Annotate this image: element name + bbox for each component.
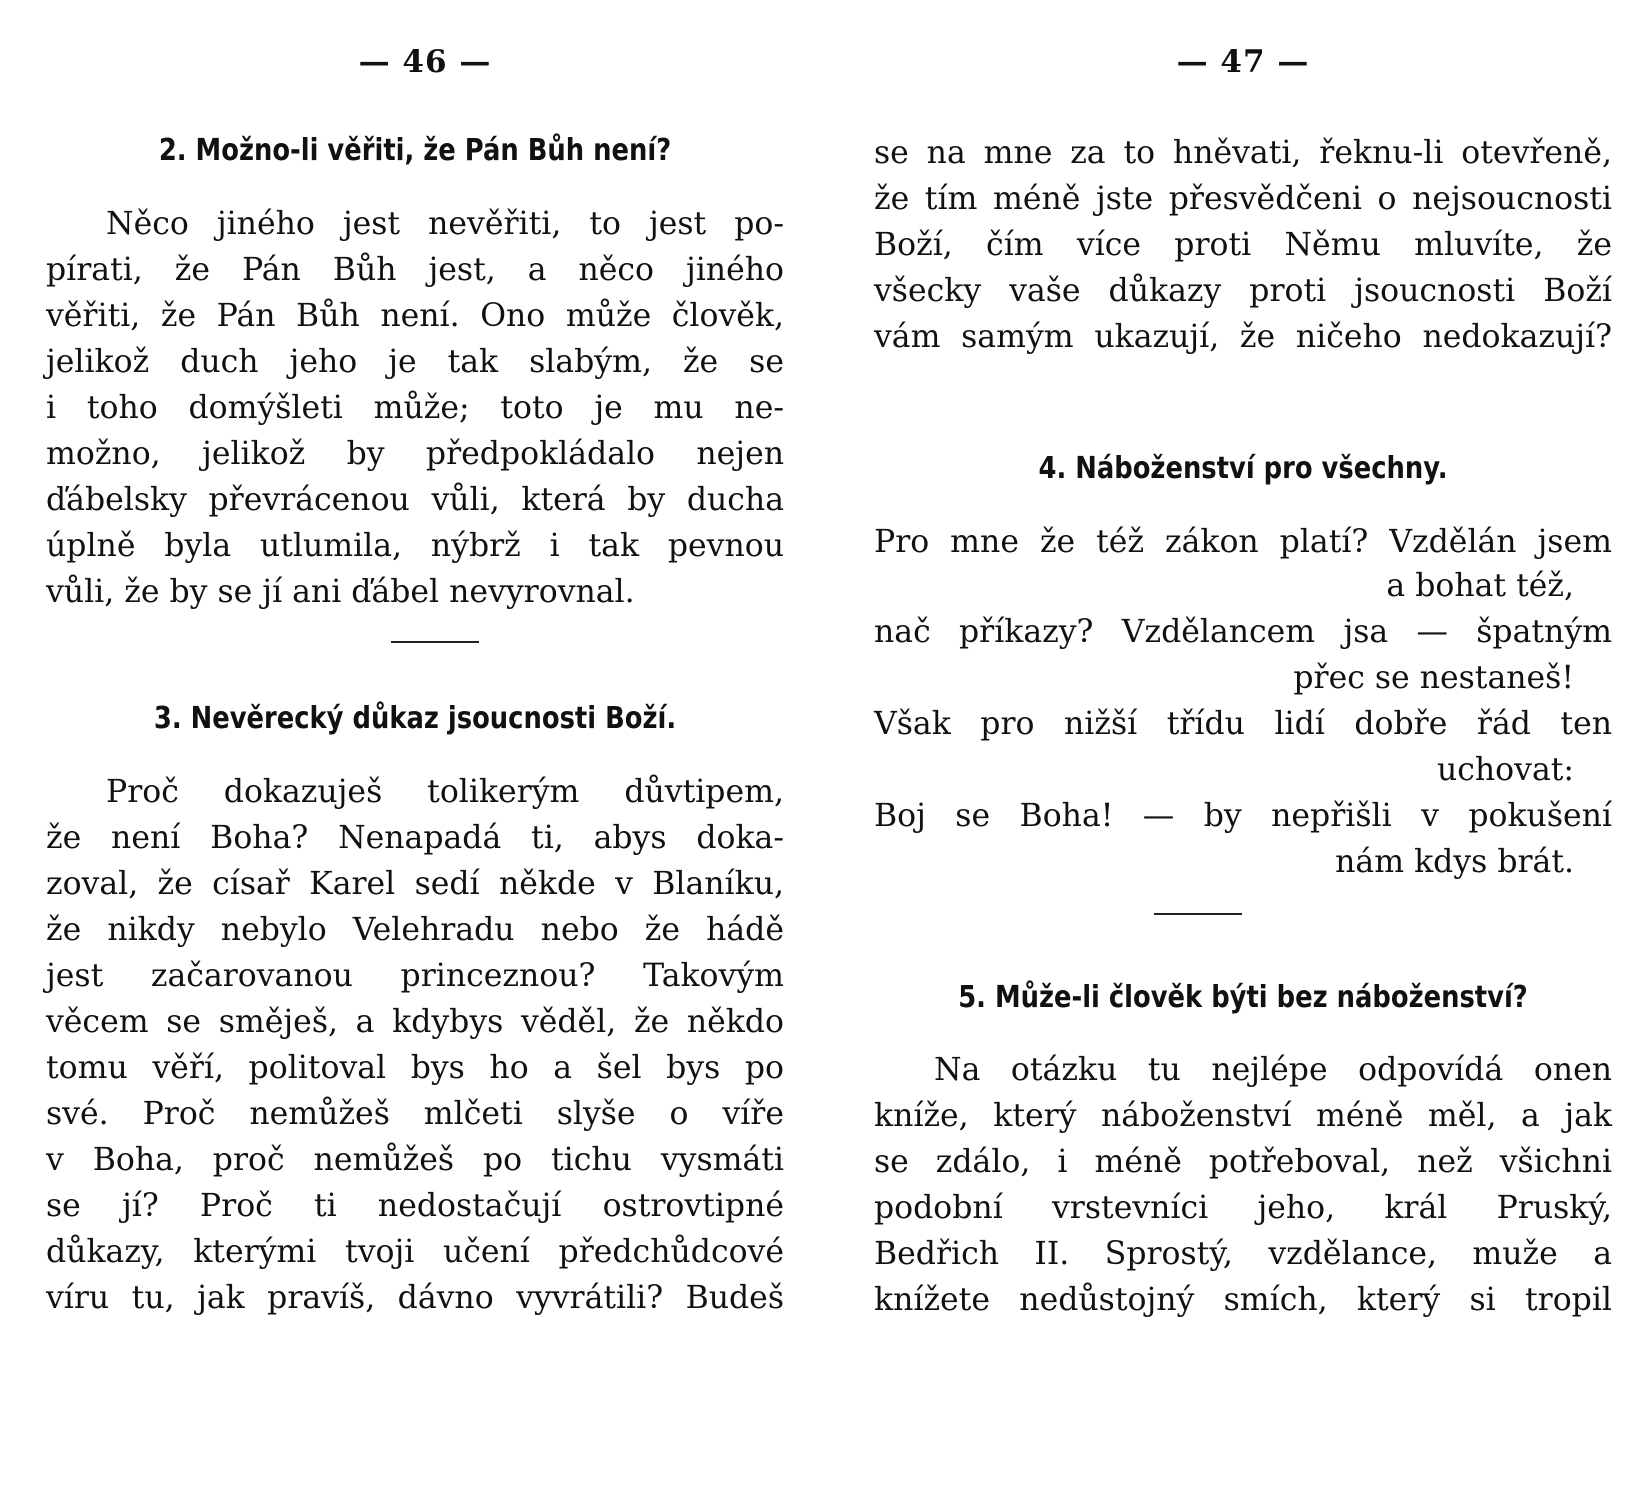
text-line: vám samým ukazují, že ničeho nedokazují?: [874, 319, 1612, 355]
text-line: Boží, čím více proti Němu mluvíte, že: [874, 227, 1612, 263]
section-3-heading: 3. Nevěrecký důkaz jsoucnosti Boží.: [153, 701, 677, 736]
text-line: důkazy, kterými tvoji učení předchůdcové: [46, 1234, 784, 1270]
section-divider: [391, 641, 479, 643]
text-line: se zdálo, i méně potřeboval, než všichni: [874, 1144, 1612, 1180]
text-line: zoval, že císař Karel sedí někde v Blaníku,: [46, 866, 784, 902]
text-line: věcem se směješ, a kdybys věděl, že někdo: [46, 1004, 784, 1040]
verse-line: nám kdys brát.: [1335, 844, 1574, 880]
verse-line: Boj se Boha! — by nepřišli v pokušení: [874, 798, 1612, 834]
text-line: ďábelsky převrácenou vůli, která by ducha: [46, 482, 784, 518]
text-line: věřiti, že Pán Bůh není. Ono může člověk,: [46, 298, 784, 334]
text-line: kníže, který náboženství méně měl, a jak: [874, 1098, 1612, 1134]
text-line: všecky vaše důkazy proti jsoucnosti Boží: [874, 273, 1612, 309]
verse-line: Však pro nižší třídu lidí dobře řád ten: [874, 706, 1612, 742]
page-number-47: — 47 —: [1176, 44, 1310, 80]
text-line: možno, jelikož by předpokládalo nejen: [46, 436, 784, 472]
section-4-heading: 4. Náboženství pro všechny.: [1038, 451, 1448, 486]
text-line: knížete nedůstojný smích, který si tropil: [874, 1282, 1612, 1318]
verse-line: přec se nestaneš!: [1293, 660, 1574, 696]
section-2-heading: 2. Možno-li věřiti, že Pán Bůh není?: [158, 133, 672, 168]
text-line: Na otázku tu nejlépe odpovídá onen: [934, 1052, 1612, 1088]
verse-line: Pro mne že též zákon platí? Vzdělán jsem: [874, 524, 1612, 560]
text-line: v Boha, proč nemůžeš po tichu vysmáti: [46, 1142, 784, 1178]
text-line: že tím méně jste přesvědčeni o nejsoucnosti: [874, 181, 1612, 217]
verse-line: a bohat též,: [1386, 568, 1574, 604]
text-line: vůli, že by se jí ani ďábel nevyrovnal.: [46, 574, 635, 610]
section-5-heading: 5. Může-li člověk býti bez náboženství?: [958, 980, 1528, 1015]
verse-line: uchovat:: [1436, 752, 1574, 788]
page-number-46: — 46 —: [358, 44, 492, 80]
text-line: jelikož duch jeho je tak slabým, že se: [46, 344, 784, 380]
text-line: podobní vrstevníci jeho, král Pruský,: [874, 1190, 1612, 1226]
text-line: jest začarovanou princeznou? Takovým: [46, 958, 784, 994]
text-line: Proč dokazuješ tolikerým důvtipem,: [106, 774, 784, 810]
text-line: i toho domýšleti může; toto je mu ne-: [46, 390, 784, 426]
text-line: své. Proč nemůžeš mlčeti slyše o víře: [46, 1096, 784, 1132]
text-line: tomu věří, politoval bys ho a šel bys po: [46, 1050, 784, 1086]
text-line: víru tu, jak pravíš, dávno vyvrátili? Budeš: [46, 1280, 784, 1316]
text-line: pírati, že Pán Bůh jest, a něco jiného: [46, 252, 784, 288]
text-line: že nikdy nebylo Velehradu nebo že hádě: [46, 912, 784, 948]
text-line: Něco jiného jest nevěřiti, to jest po-: [106, 206, 784, 242]
text-line: se jí? Proč ti nedostačují ostrovtipné: [46, 1188, 784, 1224]
text-line: se na mne za to hněvati, řeknu-li otevřeně,: [874, 135, 1612, 171]
text-line: že není Boha? Nenapadá ti, abys doka-: [46, 820, 784, 856]
text-line: úplně byla utlumila, nýbrž i tak pevnou: [46, 528, 784, 564]
verse-line: nač příkazy? Vzdělancem jsa — špatným: [874, 614, 1612, 650]
text-line: Bedřich II. Sprostý, vzdělance, muže a: [874, 1236, 1612, 1272]
section-divider: [1154, 913, 1242, 915]
